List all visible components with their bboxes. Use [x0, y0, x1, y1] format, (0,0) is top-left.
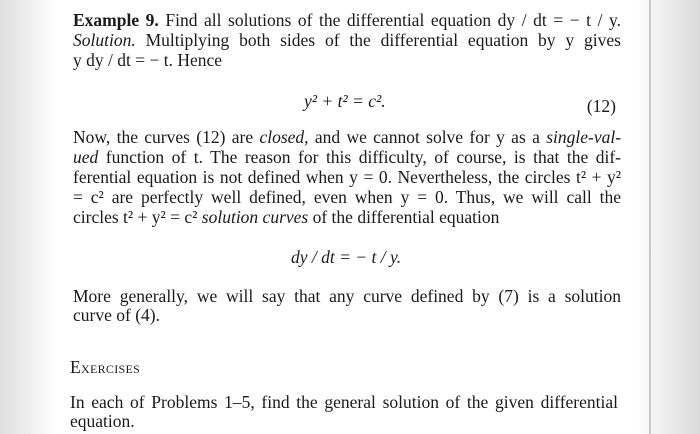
para1-ued-word: ued: [73, 147, 99, 167]
para1-line-2-rest: function of t. The reason for this difficulty, of course, is that the dif-: [105, 147, 621, 167]
equation-number-12: (12): [586, 96, 616, 116]
para1-line-1: [73, 127, 621, 147]
para1-solution-curves-word: solution curves: [201, 207, 309, 227]
exercises-line-1: In each of Problems 1–5, find the general solution of the given differential: [70, 392, 618, 412]
solution-line-1: [73, 30, 621, 50]
exercises-line-2: equation.: [70, 411, 135, 431]
solution-label: Solution.: [73, 30, 136, 50]
para1-closed-word: closed,: [259, 127, 309, 147]
example-line-1: [73, 10, 621, 30]
exercises-heading: Exercises: [70, 357, 141, 377]
page-edge-shadow: [649, 0, 651, 434]
para1-line-3: ferential equation is not defined when y = 0. Nevertheless, the circles t² + y²: [73, 167, 621, 187]
para2-line-1: More generally, we will say that any curve defined by (7) is a solution: [73, 286, 621, 306]
equation-12: y² + t² = c².: [304, 91, 386, 111]
para1-line-4: = c² are perfectly well defined, even when y = 0. Thus, we will call the: [73, 187, 621, 207]
para1-line-5: [73, 207, 499, 227]
para1-line-5-end: of the differential equation: [312, 207, 500, 227]
solution-line-2: y dy / dt = − t. Hence: [73, 50, 223, 70]
para1-line-1-mid: and we cannot solve for y as a: [314, 127, 540, 147]
para1-single-valued-word: single-val-: [546, 127, 622, 147]
para2-line-2: curve of (4).: [73, 305, 160, 325]
para1-line-2: [73, 147, 621, 167]
solution-text: Multiplying both sides of the differential equation by y gives: [145, 30, 621, 50]
example-label: Example 9.: [73, 10, 159, 30]
equation-dydt: dy / dt = − t / y.: [291, 247, 402, 267]
example-statement: Find all solutions of the differential equation dy / dt = − t / y.: [165, 10, 621, 30]
para1-line-1-start: Now, the curves (12) are: [73, 127, 254, 147]
para1-line-5-start: circles t² + y² = c²: [73, 207, 198, 227]
